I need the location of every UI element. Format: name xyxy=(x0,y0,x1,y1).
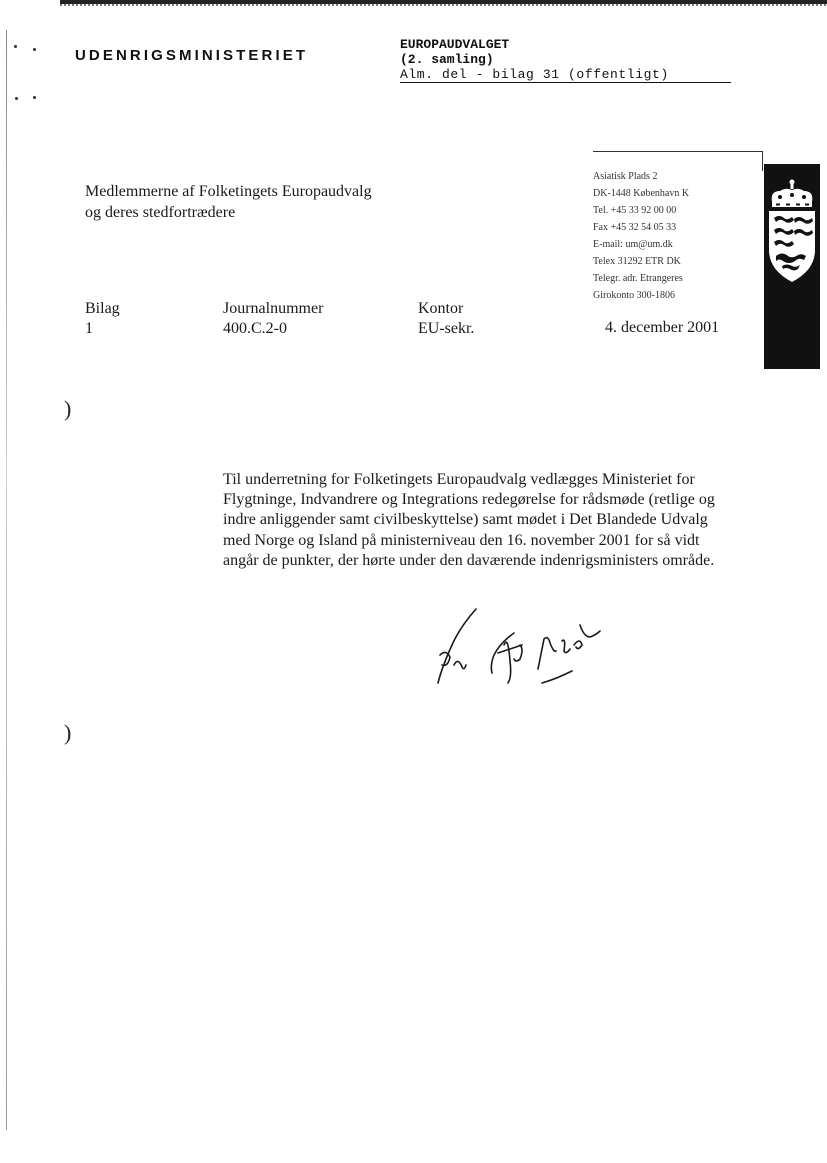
address-fax: Fax +45 32 54 05 33 xyxy=(593,222,677,233)
recipient-block xyxy=(85,181,372,223)
bilag-field xyxy=(85,299,120,339)
ministry-name: UDENRIGSMINISTERIET xyxy=(75,47,309,64)
stamp-session: (2. samling) xyxy=(400,52,494,67)
punch-hole-mark: ) xyxy=(64,720,72,745)
address-street: Asiatisk Plads 2 xyxy=(593,171,658,182)
address-telegram: Telegr. adr. Etrangeres xyxy=(593,273,683,284)
letter-body: Til underretning for Folketingets Europaudvalg vedlægges Ministeriet for Flygtninge, Indvandrere og Integrations redegørelse for rådsmøde (retlige og indre anliggender samt civilbeskyttelse) samt mødet i Det Blandede Udvalg med Norge og Island på ministerniveau den 16. november 2001 for så vidt angår de punkter, der hørte under den daværende indenrigsministers område. xyxy=(223,471,715,569)
letter-date: 4. december 2001 xyxy=(605,319,720,336)
address-telex: Telex 31292 ETR DK xyxy=(593,256,681,267)
recipient-line-1: Medlemmerne af Folketingets Europaudvalg xyxy=(85,183,372,200)
archive-stamp xyxy=(400,37,731,83)
kontor-field xyxy=(418,299,474,339)
stamp-reference: Alm. del - bilag 31 (offentligt) xyxy=(400,67,731,83)
journal-value: 400.C.2-0 xyxy=(223,320,287,337)
address-city: DK-1448 København K xyxy=(593,188,690,199)
top-border-dither xyxy=(60,4,827,6)
sender-address xyxy=(593,168,689,304)
recipient-line-2: og deres stedfortrædere xyxy=(85,204,236,221)
scan-speck xyxy=(14,45,17,48)
address-rule-vertical xyxy=(762,151,763,171)
scan-speck xyxy=(15,97,18,100)
handwritten-signature xyxy=(430,605,630,690)
address-rule xyxy=(593,151,763,152)
bilag-label: Bilag xyxy=(85,300,120,317)
address-giro: Girokonto 300-1806 xyxy=(593,290,675,301)
scan-left-edge xyxy=(6,30,7,1130)
scan-speck xyxy=(33,96,36,99)
royal-coat-of-arms-icon xyxy=(766,178,818,286)
scan-speck xyxy=(33,48,36,51)
kontor-label: Kontor xyxy=(418,300,464,317)
punch-hole-mark: ) xyxy=(64,396,72,421)
address-email: E-mail: um@um.dk xyxy=(593,239,673,250)
address-phone: Tel. +45 33 92 00 00 xyxy=(593,205,677,216)
journal-label: Journalnummer xyxy=(223,300,324,317)
journal-field xyxy=(223,299,323,339)
stamp-committee: EUROPAUDVALGET xyxy=(400,37,510,52)
kontor-value: EU-sekr. xyxy=(418,320,475,337)
bilag-value: 1 xyxy=(85,320,93,337)
